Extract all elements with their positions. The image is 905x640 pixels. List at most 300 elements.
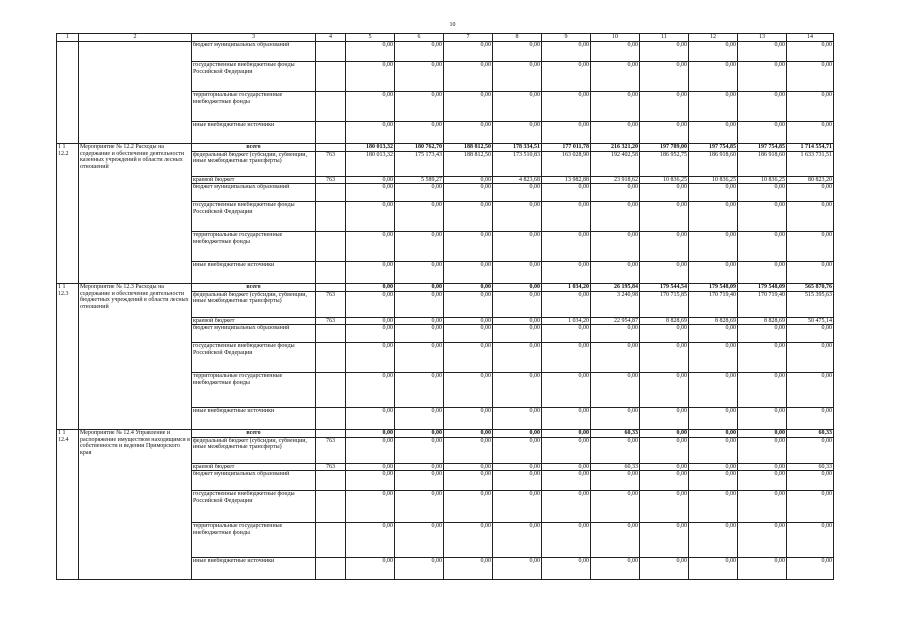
value-cell: 0,00 <box>493 92 542 122</box>
value-cell: 0,00 <box>689 491 738 523</box>
value-cell: 0,00 <box>493 430 542 438</box>
budget-code <box>316 62 346 92</box>
value-cell: 0,00 <box>542 523 591 558</box>
value-cell: 0,00 <box>738 325 787 343</box>
value-cell: 0,00 <box>395 558 444 580</box>
budget-code <box>316 184 346 202</box>
activity-name: Мероприятие № 12.2 Расходы на содержание и обеспечение деятельности казенных учреждений в области лесных отношений <box>79 144 192 284</box>
value-cell: 0,00 <box>591 471 640 491</box>
value-cell: 0,00 <box>738 558 787 580</box>
value-cell: 0,00 <box>493 463 542 471</box>
value-cell: 0,00 <box>542 430 591 438</box>
value-cell: 13 982,88 <box>542 176 591 184</box>
value-cell: 0,00 <box>444 184 493 202</box>
value-cell: 0,00 <box>640 437 689 463</box>
value-cell: 60,33 <box>787 463 834 471</box>
value-cell: 0,00 <box>689 92 738 122</box>
value-cell: 0,00 <box>395 122 444 144</box>
value-cell: 170 715,85 <box>640 291 689 317</box>
value-cell: 0,00 <box>640 92 689 122</box>
funding-source: иные внебюджетные источники <box>192 558 316 580</box>
budget-code <box>316 343 346 373</box>
value-cell: 0,00 <box>493 42 542 62</box>
value-cell: 0,00 <box>738 42 787 62</box>
value-cell: 197 789,00 <box>640 144 689 152</box>
value-cell: 1 633 731,51 <box>787 151 834 176</box>
budget-code <box>316 262 346 284</box>
value-cell: 0,00 <box>542 122 591 144</box>
value-cell: 0,00 <box>395 343 444 373</box>
value-cell: 163 028,90 <box>542 151 591 176</box>
value-cell: 0,00 <box>346 176 395 184</box>
value-cell: 0,00 <box>444 232 493 262</box>
value-cell: 1 034,20 <box>542 284 591 292</box>
value-cell: 5 589,27 <box>395 176 444 184</box>
value-cell: 23 918,62 <box>591 176 640 184</box>
activity-number: 1 1 12.4 <box>57 430 79 580</box>
value-cell: 0,00 <box>738 471 787 491</box>
value-cell: 0,00 <box>787 184 834 202</box>
value-cell: 0,00 <box>640 42 689 62</box>
value-cell: 0,00 <box>689 325 738 343</box>
value-cell: 216 321,20 <box>591 144 640 152</box>
value-cell: 0,00 <box>591 373 640 408</box>
value-cell: 0,00 <box>689 430 738 438</box>
value-cell: 0,00 <box>787 122 834 144</box>
value-cell: 60,33 <box>787 430 834 438</box>
value-cell: 0,00 <box>787 373 834 408</box>
value-cell: 0,00 <box>542 92 591 122</box>
value-cell: 0,00 <box>640 491 689 523</box>
value-cell: 0,00 <box>395 408 444 430</box>
funding-source: государственные внебюджетные фонды Российской Федерации <box>192 343 316 373</box>
header-row <box>57 34 834 42</box>
budget-code <box>316 42 346 62</box>
budget-code <box>316 558 346 580</box>
budget-code <box>316 471 346 491</box>
budget-code <box>316 491 346 523</box>
column-header: 13 <box>738 34 787 42</box>
value-cell: 0,00 <box>738 523 787 558</box>
value-cell: 0,00 <box>493 373 542 408</box>
value-cell: 0,00 <box>493 284 542 292</box>
value-cell: 0,00 <box>591 62 640 92</box>
value-cell: 0,00 <box>542 437 591 463</box>
value-cell: 8 828,69 <box>640 317 689 325</box>
value-cell: 0,00 <box>787 202 834 232</box>
value-cell: 4 823,68 <box>493 176 542 184</box>
value-cell: 0,00 <box>444 284 493 292</box>
value-cell: 0,00 <box>542 343 591 373</box>
value-cell: 0,00 <box>346 558 395 580</box>
table-row <box>57 144 834 152</box>
value-cell: 50 475,14 <box>787 317 834 325</box>
value-cell: 180 762,70 <box>395 144 444 152</box>
value-cell: 0,00 <box>395 92 444 122</box>
value-cell: 0,00 <box>444 463 493 471</box>
value-cell: 0,00 <box>640 325 689 343</box>
funding-source: бюджет муниципальных образований <box>192 42 316 62</box>
funding-source: всего <box>192 284 316 292</box>
value-cell: 0,00 <box>346 437 395 463</box>
column-header: 14 <box>787 34 834 42</box>
value-cell: 565 870,76 <box>787 284 834 292</box>
value-cell: 0,00 <box>591 42 640 62</box>
value-cell: 0,00 <box>444 291 493 317</box>
value-cell: 0,00 <box>444 558 493 580</box>
value-cell: 0,00 <box>738 437 787 463</box>
column-header: 11 <box>640 34 689 42</box>
budget-code <box>316 92 346 122</box>
budget-code <box>316 232 346 262</box>
value-cell: 0,00 <box>542 373 591 408</box>
value-cell: 0,00 <box>444 408 493 430</box>
value-cell: 0,00 <box>493 291 542 317</box>
value-cell: 0,00 <box>542 202 591 232</box>
funding-source: территориальные государственные внебюджетные фонды <box>192 523 316 558</box>
value-cell: 26 195,84 <box>591 284 640 292</box>
budget-code: 763 <box>316 151 346 176</box>
value-cell: 0,00 <box>738 408 787 430</box>
value-cell: 0,00 <box>395 430 444 438</box>
funding-source: федеральный бюджет (субсидии, субвенции, иные межбюджетные трансферты) <box>192 437 316 463</box>
value-cell: 0,00 <box>591 343 640 373</box>
column-header: 1 <box>57 34 79 42</box>
value-cell: 0,00 <box>738 491 787 523</box>
value-cell: 0,00 <box>738 92 787 122</box>
value-cell: 0,00 <box>395 471 444 491</box>
value-cell: 22 954,87 <box>591 317 640 325</box>
value-cell: 0,00 <box>493 122 542 144</box>
value-cell: 0,00 <box>346 491 395 523</box>
value-cell: 0,00 <box>395 325 444 343</box>
value-cell: 60,33 <box>591 430 640 438</box>
value-cell: 0,00 <box>640 202 689 232</box>
value-cell: 0,00 <box>346 284 395 292</box>
column-header: 9 <box>542 34 591 42</box>
value-cell: 0,00 <box>591 408 640 430</box>
value-cell: 170 719,40 <box>689 291 738 317</box>
column-header: 8 <box>493 34 542 42</box>
value-cell: 0,00 <box>346 343 395 373</box>
value-cell: 0,00 <box>346 430 395 438</box>
value-cell: 0,00 <box>493 232 542 262</box>
value-cell: 0,00 <box>787 471 834 491</box>
value-cell: 0,00 <box>738 430 787 438</box>
value-cell: 0,00 <box>542 232 591 262</box>
value-cell: 1 034,20 <box>542 317 591 325</box>
budget-code <box>316 523 346 558</box>
value-cell: 0,00 <box>689 523 738 558</box>
budget-code: 763 <box>316 176 346 184</box>
value-cell: 0,00 <box>738 184 787 202</box>
value-cell: 0,00 <box>444 471 493 491</box>
value-cell: 197 754,85 <box>689 144 738 152</box>
value-cell: 0,00 <box>395 62 444 92</box>
funding-source: бюджет муниципальных образований <box>192 325 316 343</box>
value-cell: 179 548,09 <box>689 284 738 292</box>
value-cell: 0,00 <box>591 491 640 523</box>
funding-source: иные внебюджетные источники <box>192 122 316 144</box>
budget-code: 763 <box>316 291 346 317</box>
value-cell: 0,00 <box>640 558 689 580</box>
value-cell: 0,00 <box>444 523 493 558</box>
value-cell: 0,00 <box>738 122 787 144</box>
value-cell: 0,00 <box>689 184 738 202</box>
value-cell: 0,00 <box>542 262 591 284</box>
value-cell: 0,00 <box>346 317 395 325</box>
value-cell: 0,00 <box>689 232 738 262</box>
value-cell: 0,00 <box>640 408 689 430</box>
value-cell: 80 823,20 <box>787 176 834 184</box>
funding-source: бюджет муниципальных образований <box>192 184 316 202</box>
budget-code <box>316 284 346 292</box>
value-cell: 0,00 <box>493 437 542 463</box>
value-cell: 0,00 <box>738 262 787 284</box>
value-cell: 0,00 <box>689 42 738 62</box>
value-cell: 0,00 <box>346 471 395 491</box>
value-cell: 0,00 <box>591 92 640 122</box>
column-header: 6 <box>395 34 444 42</box>
value-cell: 0,00 <box>395 491 444 523</box>
budget-code <box>316 122 346 144</box>
value-cell: 180 013,32 <box>346 144 395 152</box>
budget-code <box>316 430 346 438</box>
value-cell: 0,00 <box>346 92 395 122</box>
funding-source: территориальные государственные внебюджетные фонды <box>192 232 316 262</box>
activity-name: Мероприятие № 12.4 Управление и распоряжение имуществом находящимся в собственности и ведении Приморского края <box>79 430 192 580</box>
value-cell: 0,00 <box>493 184 542 202</box>
value-cell: 0,00 <box>640 122 689 144</box>
value-cell: 0,00 <box>591 558 640 580</box>
funding-source: всего <box>192 430 316 438</box>
value-cell: 8 828,69 <box>689 317 738 325</box>
value-cell: 0,00 <box>493 202 542 232</box>
value-cell: 186 918,60 <box>689 151 738 176</box>
value-cell: 173 510,83 <box>493 151 542 176</box>
funding-source: иные внебюджетные источники <box>192 262 316 284</box>
value-cell: 0,00 <box>493 408 542 430</box>
value-cell: 179 544,54 <box>640 284 689 292</box>
value-cell: 197 754,85 <box>738 144 787 152</box>
budget-code <box>316 408 346 430</box>
value-cell: 0,00 <box>542 42 591 62</box>
value-cell: 0,00 <box>640 471 689 491</box>
value-cell: 0,00 <box>640 262 689 284</box>
value-cell: 0,00 <box>395 232 444 262</box>
value-cell: 10 836,25 <box>738 176 787 184</box>
funding-source: государственные внебюджетные фонды Российской Федерации <box>192 491 316 523</box>
value-cell: 0,00 <box>689 343 738 373</box>
value-cell: 0,00 <box>640 373 689 408</box>
value-cell: 0,00 <box>787 325 834 343</box>
column-header: 3 <box>192 34 316 42</box>
value-cell: 0,00 <box>787 92 834 122</box>
value-cell: 0,00 <box>346 373 395 408</box>
value-cell: 0,00 <box>689 437 738 463</box>
value-cell: 0,00 <box>444 430 493 438</box>
value-cell: 0,00 <box>346 291 395 317</box>
value-cell: 0,00 <box>787 558 834 580</box>
value-cell: 0,00 <box>395 317 444 325</box>
column-header: 5 <box>346 34 395 42</box>
budget-table <box>56 33 834 580</box>
value-cell: 0,00 <box>444 343 493 373</box>
value-cell: 0,00 <box>395 463 444 471</box>
value-cell: 0,00 <box>444 202 493 232</box>
value-cell: 0,00 <box>542 291 591 317</box>
value-cell: 0,00 <box>689 471 738 491</box>
value-cell: 0,00 <box>689 262 738 284</box>
value-cell: 0,00 <box>493 491 542 523</box>
table-row <box>57 430 834 438</box>
value-cell: 0,00 <box>444 262 493 284</box>
value-cell: 0,00 <box>591 232 640 262</box>
value-cell: 0,00 <box>689 122 738 144</box>
funding-source: иные внебюджетные источники <box>192 408 316 430</box>
value-cell: 0,00 <box>346 523 395 558</box>
value-cell: 0,00 <box>787 62 834 92</box>
value-cell: 180 013,32 <box>346 151 395 176</box>
budget-code <box>316 202 346 232</box>
value-cell: 0,00 <box>444 325 493 343</box>
value-cell: 0,00 <box>493 471 542 491</box>
value-cell: 0,00 <box>640 184 689 202</box>
value-cell: 0,00 <box>395 523 444 558</box>
activity-name-cell <box>79 42 192 144</box>
funding-source: государственные внебюджетные фонды Российской Федерации <box>192 62 316 92</box>
value-cell: 0,00 <box>591 325 640 343</box>
value-cell: 0,00 <box>689 408 738 430</box>
value-cell: 0,00 <box>640 523 689 558</box>
value-cell: 0,00 <box>444 317 493 325</box>
value-cell: 0,00 <box>395 284 444 292</box>
activity-number: 1 1 12.2 <box>57 144 79 284</box>
value-cell: 0,00 <box>542 471 591 491</box>
value-cell: 0,00 <box>346 408 395 430</box>
value-cell: 0,00 <box>640 232 689 262</box>
value-cell: 10 836,25 <box>689 176 738 184</box>
page-number: 10 <box>449 22 456 28</box>
value-cell: 0,00 <box>444 491 493 523</box>
value-cell: 0,00 <box>493 325 542 343</box>
funding-source: федеральный бюджет (субсидии, субвенции, иные межбюджетные трансферты) <box>192 291 316 317</box>
budget-code <box>316 144 346 152</box>
value-cell: 0,00 <box>689 463 738 471</box>
value-cell: 0,00 <box>346 184 395 202</box>
table-row <box>57 42 834 62</box>
budget-code <box>316 325 346 343</box>
column-header: 4 <box>316 34 346 42</box>
value-cell: 0,00 <box>346 262 395 284</box>
value-cell: 0,00 <box>395 373 444 408</box>
activity-number: 1 1 12.3 <box>57 284 79 430</box>
value-cell: 0,00 <box>542 491 591 523</box>
value-cell: 0,00 <box>542 62 591 92</box>
value-cell: 0,00 <box>444 176 493 184</box>
value-cell: 60,33 <box>591 463 640 471</box>
value-cell: 186 952,75 <box>640 151 689 176</box>
value-cell: 0,00 <box>787 491 834 523</box>
value-cell: 188 812,50 <box>444 144 493 152</box>
value-cell: 0,00 <box>395 437 444 463</box>
budget-code <box>316 373 346 408</box>
value-cell: 3 240,98 <box>591 291 640 317</box>
value-cell: 0,00 <box>542 184 591 202</box>
column-header: 2 <box>79 34 192 42</box>
value-cell: 0,00 <box>395 291 444 317</box>
funding-source: территориальные государственные внебюджетные фонды <box>192 92 316 122</box>
value-cell: 177 011,78 <box>542 144 591 152</box>
value-cell: 0,00 <box>787 262 834 284</box>
value-cell: 0,00 <box>444 42 493 62</box>
funding-source: краевой бюджет <box>192 317 316 325</box>
funding-source: федеральный бюджет (субсидии, субвенции, иные межбюджетные трансферты) <box>192 151 316 176</box>
value-cell: 0,00 <box>542 463 591 471</box>
value-cell: 0,00 <box>346 62 395 92</box>
value-cell: 0,00 <box>444 92 493 122</box>
value-cell: 0,00 <box>591 202 640 232</box>
value-cell: 0,00 <box>542 325 591 343</box>
value-cell: 0,00 <box>640 343 689 373</box>
value-cell: 0,00 <box>787 232 834 262</box>
value-cell: 0,00 <box>787 42 834 62</box>
value-cell: 10 836,25 <box>640 176 689 184</box>
value-cell: 186 918,60 <box>738 151 787 176</box>
column-header: 10 <box>591 34 640 42</box>
value-cell: 175 173,43 <box>395 151 444 176</box>
funding-source: краевой бюджет <box>192 463 316 471</box>
value-cell: 0,00 <box>640 430 689 438</box>
value-cell: 0,00 <box>444 373 493 408</box>
value-cell: 0,00 <box>591 437 640 463</box>
funding-source: бюджет муниципальных образований <box>192 471 316 491</box>
value-cell: 0,00 <box>444 437 493 463</box>
value-cell: 0,00 <box>493 558 542 580</box>
value-cell: 0,00 <box>346 463 395 471</box>
value-cell: 0,00 <box>346 232 395 262</box>
value-cell: 170 719,40 <box>738 291 787 317</box>
value-cell: 0,00 <box>542 408 591 430</box>
value-cell: 192 402,58 <box>591 151 640 176</box>
column-header: 12 <box>689 34 738 42</box>
value-cell: 0,00 <box>787 523 834 558</box>
value-cell: 0,00 <box>787 437 834 463</box>
value-cell: 188 812,50 <box>444 151 493 176</box>
value-cell: 0,00 <box>689 62 738 92</box>
activity-name: Мероприятие № 12.3 Расходы на содержание и обеспечение деятельности бюджетных учреждений в области лесных отношений <box>79 284 192 430</box>
value-cell: 0,00 <box>493 262 542 284</box>
value-cell: 0,00 <box>542 558 591 580</box>
value-cell: 0,00 <box>346 42 395 62</box>
value-cell: 0,00 <box>444 62 493 92</box>
value-cell: 0,00 <box>591 523 640 558</box>
value-cell: 179 548,09 <box>738 284 787 292</box>
budget-code: 763 <box>316 437 346 463</box>
value-cell: 0,00 <box>395 202 444 232</box>
value-cell: 0,00 <box>689 558 738 580</box>
value-cell: 0,00 <box>689 202 738 232</box>
value-cell: 0,00 <box>738 202 787 232</box>
value-cell: 0,00 <box>738 463 787 471</box>
funding-source: всего <box>192 144 316 152</box>
value-cell: 1 714 554,71 <box>787 144 834 152</box>
value-cell: 0,00 <box>395 42 444 62</box>
funding-source: территориальные государственные внебюджетные фонды <box>192 373 316 408</box>
value-cell: 0,00 <box>738 62 787 92</box>
value-cell: 0,00 <box>689 373 738 408</box>
budget-code: 763 <box>316 317 346 325</box>
